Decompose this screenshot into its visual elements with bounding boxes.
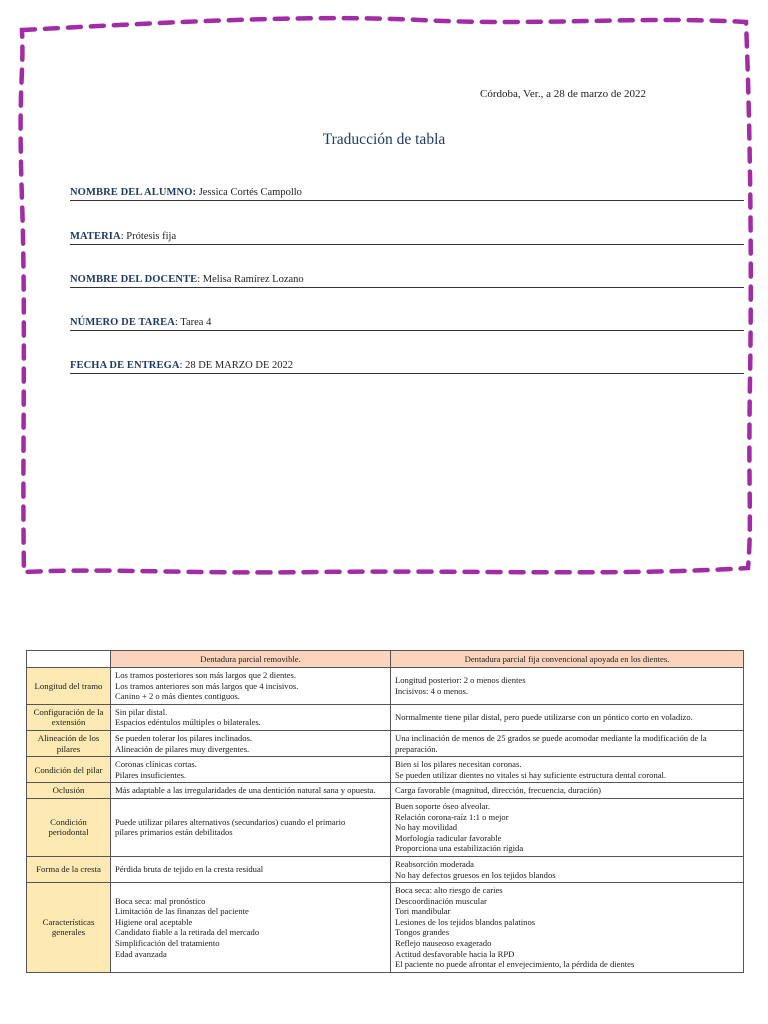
document-title: Traducción de tabla xyxy=(322,131,446,148)
header-corner-cell xyxy=(27,651,111,668)
row-label: Configuración de la extensión xyxy=(27,704,111,730)
cell-line: Proporciona una estabilización rígida xyxy=(395,843,524,854)
cell-fixed xyxy=(391,798,744,856)
row-label: Condición periodontal xyxy=(27,798,111,856)
cell-removable xyxy=(111,704,391,730)
cell-line: Tongos grandes xyxy=(395,927,450,938)
table-row xyxy=(27,856,744,882)
cell-line: Buen soporte óseo alveolar. xyxy=(395,800,490,811)
cell-line: Limitación de las finanzas del paciente xyxy=(115,906,249,917)
field-assignment-number xyxy=(70,315,744,331)
cell-line: Actitud desfavorable hacia la RPD xyxy=(395,948,515,959)
cell-line: Lesiones de los tejidos blandos palatinos xyxy=(395,916,536,927)
cell-line: No hay defectos gruesos en los tejidos blandos xyxy=(395,869,556,880)
cell-line: Edad avanzada xyxy=(115,948,167,959)
field-value: Jessica Cortés Campollo xyxy=(196,187,302,198)
table-header-row xyxy=(27,651,744,668)
cell-line: Los tramos anteriores son más largos que 4 incisivos. xyxy=(115,680,299,691)
cell-fixed xyxy=(391,883,744,973)
cell-line: El paciente no puede afrontar el envejecimiento, la pérdida de dientes xyxy=(395,959,635,970)
cell-removable xyxy=(111,730,391,756)
cell-line: Incisivos: 4 o menos. xyxy=(395,685,469,696)
field-value: : 28 DE MARZO DE 2022 xyxy=(179,360,294,371)
cell-line: Carga favorable (magnitud, dirección, frecuencia, duración) xyxy=(395,785,601,796)
row-label: Forma de la cresta xyxy=(27,856,111,882)
field-label: NÚMERO DE TAREA xyxy=(70,317,175,328)
cell-fixed xyxy=(391,783,744,799)
table-row xyxy=(27,730,744,756)
cell-line: Higiene oral aceptable xyxy=(115,916,193,927)
cell-line: Descoordinación muscular xyxy=(395,895,487,906)
field-label: FECHA DE ENTREGA xyxy=(70,360,180,371)
cell-line: Tori mandibular xyxy=(395,906,451,917)
cell-line: Pilares insuficientes. xyxy=(115,769,187,780)
cell-line: Longitud posterior: 2 o menos dientes xyxy=(395,675,526,686)
field-student-name xyxy=(70,185,744,201)
cell-line: Reabsorción moderada xyxy=(395,858,474,869)
field-label: NOMBRE DEL ALUMNO: xyxy=(70,187,197,198)
table-row xyxy=(27,798,744,856)
field-teacher-name xyxy=(70,272,744,288)
field-subject xyxy=(70,229,744,245)
cell-line: Candidato fiable a la retirada del mercado xyxy=(115,927,260,938)
cell-removable xyxy=(111,798,391,856)
cell-fixed xyxy=(391,856,744,882)
cell-line: Simplificación del tratamiento xyxy=(115,938,220,949)
cell-removable xyxy=(111,883,391,973)
cell-fixed xyxy=(391,704,744,730)
date-line: Córdoba, Ver., a 28 de marzo de 2022 xyxy=(480,88,646,100)
cell-removable xyxy=(111,783,391,799)
field-value: : Prótesis fija xyxy=(120,231,177,242)
row-label: Longitud del tramo xyxy=(27,668,111,705)
field-value: : Tarea 4 xyxy=(174,317,212,328)
header-removable: Dentadura parcial removible. xyxy=(111,651,391,668)
row-label: Oclusión xyxy=(27,783,111,799)
table-row xyxy=(27,883,744,973)
cell-line: No hay movilidad xyxy=(395,822,458,833)
cell-fixed xyxy=(391,668,744,705)
cell-line: Pérdida bruta de tejido en la cresta residual xyxy=(115,864,264,875)
comparison-table xyxy=(26,650,744,973)
table-row xyxy=(27,757,744,783)
field-due-date xyxy=(70,358,744,374)
cell-line: Espacios edéntulos múltiples o bilaterales. xyxy=(115,717,261,728)
cell-line: Bien si los pilares necesitan coronas. xyxy=(395,759,522,770)
field-value: : Melisa Ramírez Lozano xyxy=(197,274,304,285)
cell-line: Coronas clínicas cortas. xyxy=(115,759,197,770)
cell-removable xyxy=(111,856,391,882)
cell-line: Se pueden utilizar dientes no vitales si hay suficiente estructura dental coronal. xyxy=(395,769,667,780)
cell-line: Se pueden tolerar los pilares inclinados. xyxy=(115,732,252,743)
cell-line: Boca seca: mal pronóstico xyxy=(115,895,206,906)
cell-line: Relación corona-raíz 1:1 o mejor xyxy=(395,811,509,822)
cell-line: Los tramos posteriores son más largos que 2 dientes. xyxy=(115,670,296,680)
cell-line: Morfología radicular favorable xyxy=(395,832,502,843)
table-row xyxy=(27,668,744,705)
field-label: MATERIA xyxy=(70,231,121,242)
field-label: NOMBRE DEL DOCENTE xyxy=(70,274,198,285)
cell-removable xyxy=(111,757,391,783)
table-row xyxy=(27,783,744,799)
cell-line: Alineación de pilares muy divergentes. xyxy=(115,743,250,754)
cell-fixed xyxy=(391,730,744,756)
cell-line: Reflejo nauseoso exagerado xyxy=(395,938,492,949)
row-label: Condición del pilar xyxy=(27,757,111,783)
row-label: Alineación de los pilares xyxy=(27,730,111,756)
cell-line: Más adaptable a las irregularidades de una dentición natural sana y opuesta. xyxy=(115,785,376,796)
cell-line: Boca seca: alto riesgo de caries xyxy=(395,885,503,896)
table-row xyxy=(27,704,744,730)
cell-fixed xyxy=(391,757,744,783)
cell-line: Sin pilar distal. xyxy=(115,706,168,717)
header-fixed: Dentadura parcial fija convencional apoyada en los dientes. xyxy=(391,651,744,668)
cell-line: Puede utilizar pilares alternativos (secundarios) cuando el primario xyxy=(115,816,346,827)
cell-line: pilares primarios están debilitados xyxy=(115,827,233,838)
cell-line: Canino + 2 o más dientes contiguos. xyxy=(115,691,240,702)
row-label: Características generales xyxy=(27,883,111,973)
table-body xyxy=(27,668,744,973)
cell-removable xyxy=(111,668,391,705)
cell-line: Normalmente tiene pilar distal, pero puede utilizarse con un póntico corto en voladizo. xyxy=(395,712,693,723)
cell-line: Una inclinación de menos de 25 grados se puede acomodar mediante la modificación de la preparación. xyxy=(395,732,707,754)
